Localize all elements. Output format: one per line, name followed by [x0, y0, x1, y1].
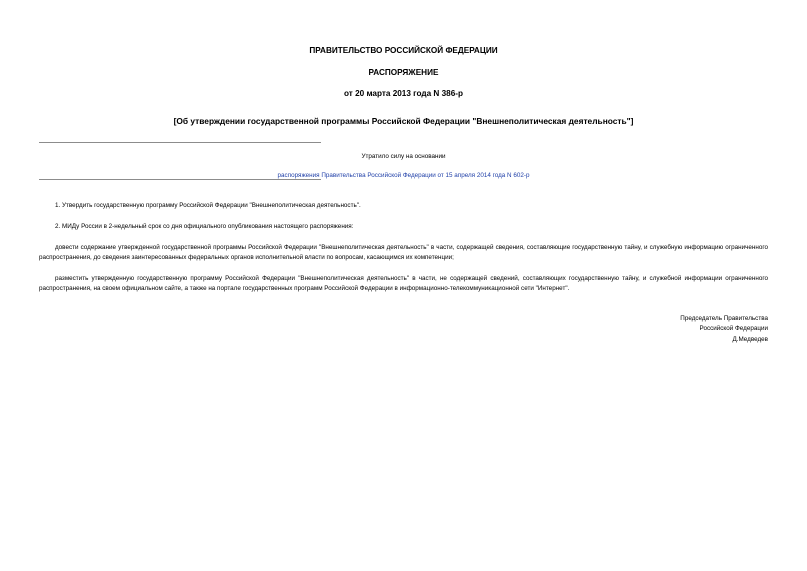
top-divider	[39, 142, 321, 143]
signature-position: Председатель Правительства	[680, 315, 768, 322]
repeal-order-link[interactable]: распоряжения Правительства Российской Федерации от 15 апреля 2014 года N 602-р	[277, 172, 530, 179]
paragraph-4: разместить утвержденную государственную программу Российской Федерации "Внешнеполитическая деятельность" в части, не содержащей сведений, составляющих государственную тайну, и служебной информации ограниченного распространения, на своем официальном сайте, а также на портале государственных программ Российской Федерации в информационно-телекоммуникационной сети "Интернет".	[39, 275, 768, 292]
signature-block	[680, 314, 768, 345]
document-date-number: от 20 марта 2013 года N 386-р	[344, 89, 463, 98]
document-type-heading: РАСПОРЯЖЕНИЕ	[368, 68, 439, 77]
government-heading: ПРАВИТЕЛЬСТВО РОССИЙСКОЙ ФЕДЕРАЦИИ	[309, 46, 498, 55]
paragraph-3: довести содержание утвержденной государственной программы Российской Федерации "Внешнеполитическая деятельность" в части, содержащей сведения, составляющие государственную тайну, и служебную информацию ограниченного распространения, до сведения заинтересованных федеральных органов исполнительной власти по вопросам, касающимся их компетенции;	[39, 244, 768, 261]
bottom-divider	[39, 179, 321, 180]
status-note-text: Утратило силу на основании	[361, 153, 446, 160]
document-title: [Об утверждении государственной программы Российской Федерации "Внешнеполитическая деятельность"]	[173, 116, 634, 126]
signature-name: Д.Медведев	[732, 335, 768, 343]
paragraph-2: 2. МИДу России в 2-недельный срок со дня официального опубликования настоящего распоряжения:	[55, 223, 354, 230]
paragraph-1: 1. Утвердить государственную программу Российской Федерации "Внешнеполитическая деятельность".	[55, 202, 361, 209]
signature-organization: Российской Федерации	[699, 325, 768, 333]
